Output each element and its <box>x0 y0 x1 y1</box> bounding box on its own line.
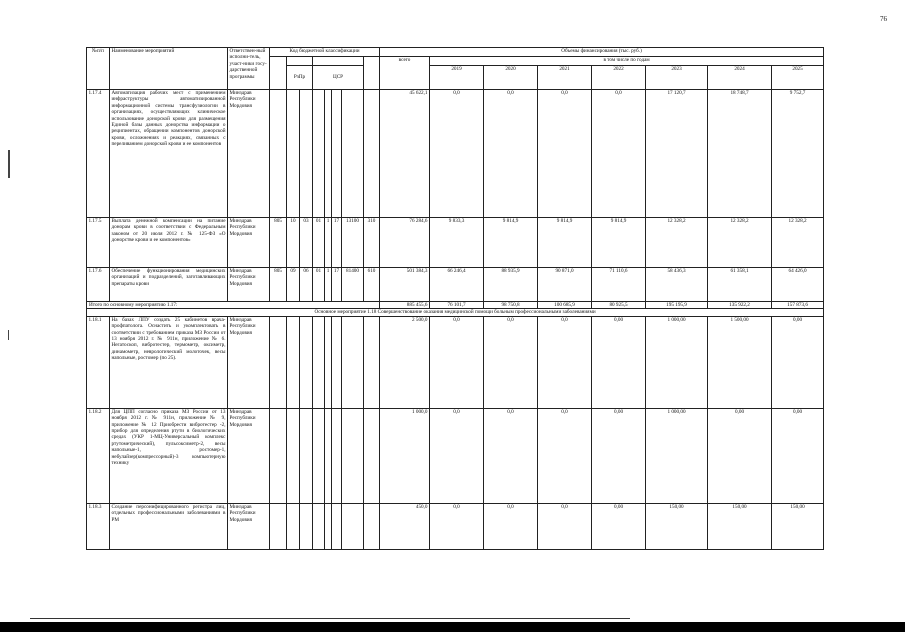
table-row <box>87 503 824 549</box>
section-row <box>87 309 824 316</box>
cell-year: 0,0 <box>430 90 484 218</box>
header-kbk-blank <box>287 57 313 66</box>
row-num: 1.17.5 <box>87 218 110 268</box>
cell-grbs: 805 <box>270 268 287 302</box>
subtotal-year: 80 925,5 <box>592 302 646 309</box>
cell-csr: 17 <box>332 268 342 302</box>
row-responsible: Минздрав Республики Мордовия <box>228 90 270 218</box>
row-num: 1.17.6 <box>87 268 110 302</box>
cell-csr <box>342 503 364 549</box>
cell-csr: 01 <box>313 268 325 302</box>
page-number: 76 <box>880 15 887 23</box>
cell-total: 45 622,1 <box>380 90 430 218</box>
cell-grbs <box>270 90 287 218</box>
header-by-years: в том числе по годам <box>430 57 824 66</box>
cell-year: 90 871,0 <box>538 268 592 302</box>
cell-csr <box>332 408 342 503</box>
cell-rz <box>287 316 300 408</box>
row-name: Для ЦПП согласно приказа МЗ России от 13 ноября 2012 г. № 911н, приложение № 9, приложение № 12 Приобрести вибротестер -2, прибор для определения ртути в биологических средах (УКР 1-МЦ-Универсальный комплекс ртутометрический), пульсоксиметр-2, весы напольные-1, ростомер-1, небулайзер(компрессорный)-3 компьютерную технику <box>110 408 228 503</box>
cell-rz <box>287 503 300 549</box>
subtotal-row <box>87 302 824 309</box>
cell-csr: 81400 <box>342 268 364 302</box>
header-year: 2024 <box>708 66 772 90</box>
cell-csr <box>313 90 325 218</box>
row-name: Обеспечение функционирования медицинских организаций и подразделений, заготавливающих препараты крови <box>110 268 228 302</box>
cell-year: 0,0 <box>484 90 538 218</box>
header-year: 2025 <box>772 66 824 90</box>
subtotal-year: 135 922,2 <box>708 302 772 309</box>
cell-grbs: 805 <box>270 218 287 268</box>
cell-vr <box>364 316 380 408</box>
cell-year: 12 328,2 <box>772 218 824 268</box>
cell-csr: 1 <box>325 218 332 268</box>
cell-total: 2 500,0 <box>380 316 430 408</box>
cell-pr: 03 <box>300 218 313 268</box>
cell-year: 0,0 <box>484 408 538 503</box>
cell-year: 0,0 <box>430 503 484 549</box>
cell-year: 150,00 <box>646 503 708 549</box>
cell-year: 0,0 <box>538 408 592 503</box>
header-year: 2019 <box>430 66 484 90</box>
row-responsible: Минздрав Республики Мордовия <box>228 408 270 503</box>
cell-rz: 10 <box>287 218 300 268</box>
table-row <box>87 316 824 408</box>
cell-year: 58 436,3 <box>646 268 708 302</box>
cell-year: 150,00 <box>708 503 772 549</box>
scan-mark <box>8 150 10 178</box>
cell-year: 1 500,00 <box>708 316 772 408</box>
cell-year: 0,0 <box>592 90 646 218</box>
cell-year: 0,0 <box>538 316 592 408</box>
cell-year: 12 328,2 <box>646 218 708 268</box>
subtotal-year: 195 195,9 <box>646 302 708 309</box>
cell-grbs <box>270 503 287 549</box>
cell-year: 61 358,1 <box>708 268 772 302</box>
cell-vr <box>364 503 380 549</box>
cell-year: 71 110,6 <box>592 268 646 302</box>
subtotal-year: 98 750,8 <box>484 302 538 309</box>
cell-total: 1 000,0 <box>380 408 430 503</box>
header-csr: ЦСР <box>313 66 364 90</box>
table-row <box>87 90 824 218</box>
cell-vr <box>364 408 380 503</box>
table-row <box>87 408 824 503</box>
cell-csr <box>332 316 342 408</box>
header-total: всего <box>380 57 430 90</box>
cell-year: 9 814,9 <box>592 218 646 268</box>
cell-csr <box>332 90 342 218</box>
cell-year: 66 246,4 <box>430 268 484 302</box>
cell-csr <box>313 408 325 503</box>
row-num: 1.17.4 <box>87 90 110 218</box>
row-name: Создание персонифицированного регистра лиц, отдельных профессиональными заболеваниями в РМ <box>110 503 228 549</box>
row-num: 1.18.1 <box>87 316 110 408</box>
header-year: 2023 <box>646 66 708 90</box>
cell-year: 0,0 <box>538 90 592 218</box>
cell-total: 501 384,3 <box>380 268 430 302</box>
cell-csr <box>325 316 332 408</box>
header-year: 2021 <box>538 66 592 90</box>
cell-total: 76 284,6 <box>380 218 430 268</box>
cell-year: 0,00 <box>772 316 824 408</box>
cell-csr: 01 <box>313 218 325 268</box>
subtotal-label: Итого по основному мероприятию 1.17: <box>87 302 380 309</box>
cell-year: 9 814,9 <box>484 218 538 268</box>
cell-year: 0,0 <box>538 503 592 549</box>
row-num: 1.18.3 <box>87 503 110 549</box>
cell-year: 0,0 <box>430 408 484 503</box>
header-responsible: Ответствен-ный исполни-тель, участ-ники госу-дарственной программы <box>228 48 270 90</box>
cell-rz <box>287 408 300 503</box>
cell-rz: 09 <box>287 268 300 302</box>
cell-year: 18 748,7 <box>708 90 772 218</box>
cell-year: 64 426,0 <box>772 268 824 302</box>
header-year: 2020 <box>484 66 538 90</box>
cell-grbs <box>270 316 287 408</box>
row-num: 1.18.2 <box>87 408 110 503</box>
row-responsible: Минздрав Республики Мордовия <box>228 503 270 549</box>
cell-year: 0,0 <box>430 316 484 408</box>
subtotal-year: 76 101,7 <box>430 302 484 309</box>
row-responsible: Минздрав Республики Мордовия <box>228 316 270 408</box>
header-kbk-blank <box>364 57 380 90</box>
cell-csr <box>342 90 364 218</box>
cell-year: 12 328,2 <box>708 218 772 268</box>
header-finance: Объемы финансирования (тыс. руб.) <box>380 48 824 57</box>
cell-year: 0,00 <box>708 408 772 503</box>
cell-year: 0,00 <box>592 503 646 549</box>
cell-pr: 06 <box>300 268 313 302</box>
cell-year: 17 120,7 <box>646 90 708 218</box>
scan-mark <box>8 330 9 340</box>
cell-year: 88 935,9 <box>484 268 538 302</box>
header-num: №п/п <box>87 48 110 90</box>
cell-csr: 13100 <box>342 218 364 268</box>
scan-edge-bar <box>0 622 905 632</box>
header-kbk: Код бюджетной классификации <box>270 48 380 57</box>
row-name: Автоматизация рабочих мест с применением инфраструктуры автоматизированной информационной системы трансфузиологии в организациях, осуществляющих клиническое использование донорской крови для размещения Единой базы данных донорства информации о реципиентах, обращении компонентов донорской крови, осложнениях и реакциях, связанных с переливанием донорской крови и ее компонентов <box>110 90 228 218</box>
cell-rz <box>287 90 300 218</box>
cell-pr <box>300 90 313 218</box>
cell-csr <box>342 408 364 503</box>
cell-year: 9 814,9 <box>538 218 592 268</box>
cell-csr <box>325 503 332 549</box>
cell-csr <box>325 90 332 218</box>
subtotal-year: 100 685,9 <box>538 302 592 309</box>
cell-year: 9 752,7 <box>772 90 824 218</box>
cell-pr <box>300 316 313 408</box>
cell-year: 0,0 <box>484 316 538 408</box>
cell-grbs <box>270 408 287 503</box>
subtotal-year: 157 873,6 <box>772 302 824 309</box>
header-year: 2022 <box>592 66 646 90</box>
cell-csr <box>313 503 325 549</box>
cell-year: 0,00 <box>772 408 824 503</box>
row-responsible: Минздрав Республики Мордовия <box>228 218 270 268</box>
cell-total: 450,0 <box>380 503 430 549</box>
cell-year: 1 000,00 <box>646 316 708 408</box>
cell-year: 9 833,3 <box>430 218 484 268</box>
header-rzpr: РзПр <box>287 66 313 90</box>
cell-csr: 1 <box>325 268 332 302</box>
cell-csr <box>313 316 325 408</box>
row-name: Выплата денежной компенсации на питание донорам крови в соответствии с Федеральным законом от 20 июля 2012 г. № 125-ФЗ «О донорстве крови и ее компонентов» <box>110 218 228 268</box>
header-name: Наименование мероприятий <box>110 48 228 90</box>
subtotal-total: 885 455,6 <box>380 302 430 309</box>
cell-year: 150,00 <box>772 503 824 549</box>
table-row <box>87 218 824 268</box>
table-row <box>87 268 824 302</box>
cell-vr: 310 <box>364 218 380 268</box>
row-name: На базах ЛПУ создать 25 кабинетов врача-профпатолога. Оснастить и укомплектовать в соответствии с требованием приказа МЗ России от 13 ноября 2012 г. № 911н, приложение № 6. Негатоскоп, вибротестер, термометр, оксиметр, динамометр, неврологический молоточек, весы напольные, ростомер (по 25). <box>110 316 228 408</box>
finance-table <box>86 47 824 550</box>
cell-pr <box>300 408 313 503</box>
cell-csr <box>342 316 364 408</box>
section-title: Основное мероприятие 1.18 Совершенствование оказания медицинской помощи больным профессиональными заболеваниями <box>87 309 824 316</box>
cell-year: 1 000,00 <box>646 408 708 503</box>
row-responsible: Минздрав Республики Мордовия <box>228 268 270 302</box>
cell-year: 0,00 <box>592 408 646 503</box>
scan-edge-line <box>30 618 630 619</box>
cell-pr <box>300 503 313 549</box>
cell-year: 0,0 <box>484 503 538 549</box>
header-kbk-spacer <box>270 57 287 90</box>
cell-csr: 17 <box>332 218 342 268</box>
cell-vr: 610 <box>364 268 380 302</box>
cell-csr <box>325 408 332 503</box>
cell-vr <box>364 90 380 218</box>
cell-year: 0,00 <box>592 316 646 408</box>
header-kbk-blank <box>313 57 364 66</box>
cell-csr <box>332 503 342 549</box>
